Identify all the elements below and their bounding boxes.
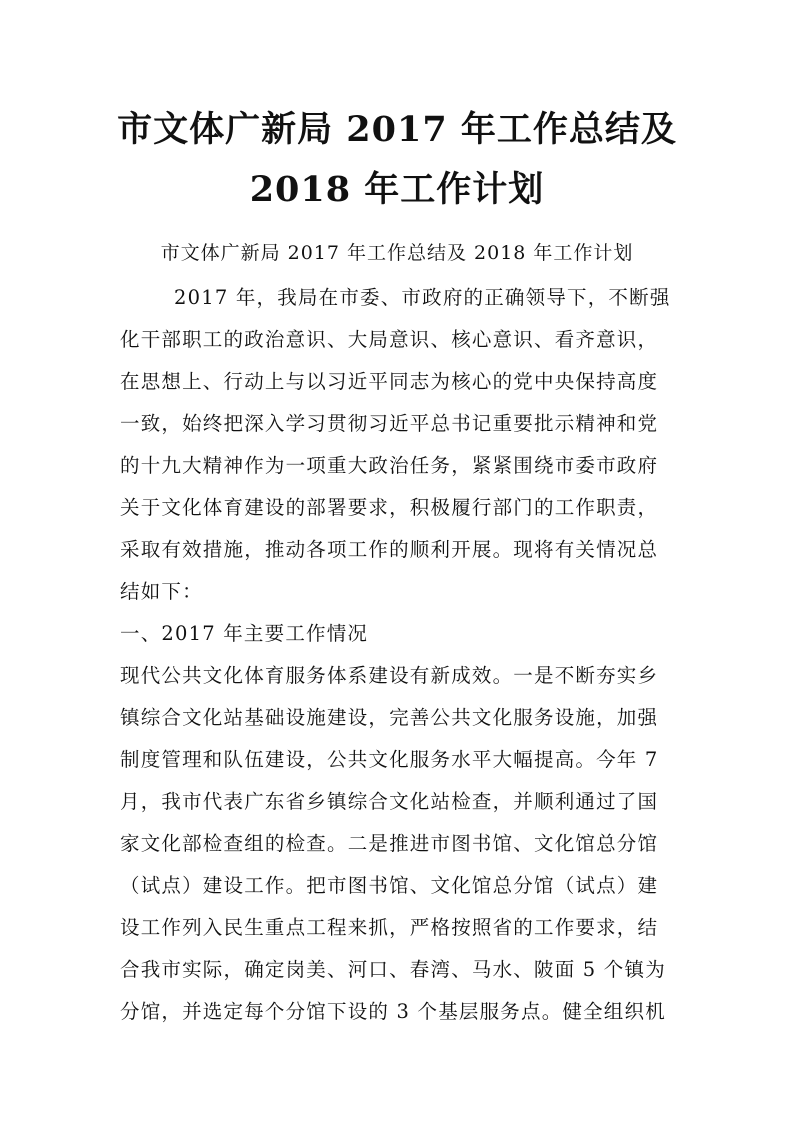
paragraph-2-line: （试点）建设工作。把市图书馆、文化馆总分馆（试点）建 [120, 874, 659, 897]
paragraph-2-line: 合我市实际，确定岗美、河口、春湾、马水、陂面 5 个镇为 [120, 958, 666, 981]
paragraph-2-line: 制度管理和队伍建设，公共文化服务水平大幅提高。今年 7 [120, 748, 659, 771]
paragraph-1-line: 结如下： [120, 580, 203, 603]
paragraph-1-line: 关于文化体育建设的部署要求，积极履行部门的工作职责， [120, 496, 659, 519]
paragraph-1-line: 2017 年，我局在市委、市政府的正确领导下，不断强 [174, 286, 671, 309]
paragraph-1-line: 在思想上、行动上与以习近平同志为核心的党中央保持高度 [120, 370, 659, 393]
paragraph-2-line: 月，我市代表广东省乡镇综合文化站检查，并顺利通过了国 [120, 790, 659, 813]
document-title-line-2: 2018 年工作计划 [249, 169, 545, 210]
paragraph-1-line: 一致，始终把深入学习贯彻习近平总书记重要批示精神和党 [120, 412, 659, 435]
document-title-line-1: 市文体广新局 2017 年工作总结及 [117, 109, 677, 150]
paragraph-2-line: 家文化部检查组的检查。二是推进市图书馆、文化馆总分馆 [120, 832, 659, 855]
paragraph-1-line: 采取有效措施，推动各项工作的顺利开展。现将有关情况总 [120, 538, 659, 561]
paragraph-1-line: 的十九大精神作为一项重大政治任务，紧紧围绕市委市政府 [120, 454, 659, 477]
paragraph-2-line: 分馆，并选定每个分馆下设的 3 个基层服务点。健全组织机 [120, 1000, 666, 1023]
paragraph-1-line: 化干部职工的政治意识、大局意识、核心意识、看齐意识， [120, 328, 659, 351]
paragraph-2-line: 现代公共文化体育服务体系建设有新成效。一是不断夯实乡 [120, 664, 659, 687]
document-subtitle: 市文体广新局 2017 年工作总结及 2018 年工作计划 [160, 242, 634, 264]
paragraph-2-line: 设工作列入民生重点工程来抓，严格按照省的工作要求，结 [120, 916, 659, 939]
paragraph-2-line: 镇综合文化站基础设施建设，完善公共文化服务设施，加强 [120, 706, 659, 729]
section-heading: 一、2017 年主要工作情况 [120, 622, 369, 645]
